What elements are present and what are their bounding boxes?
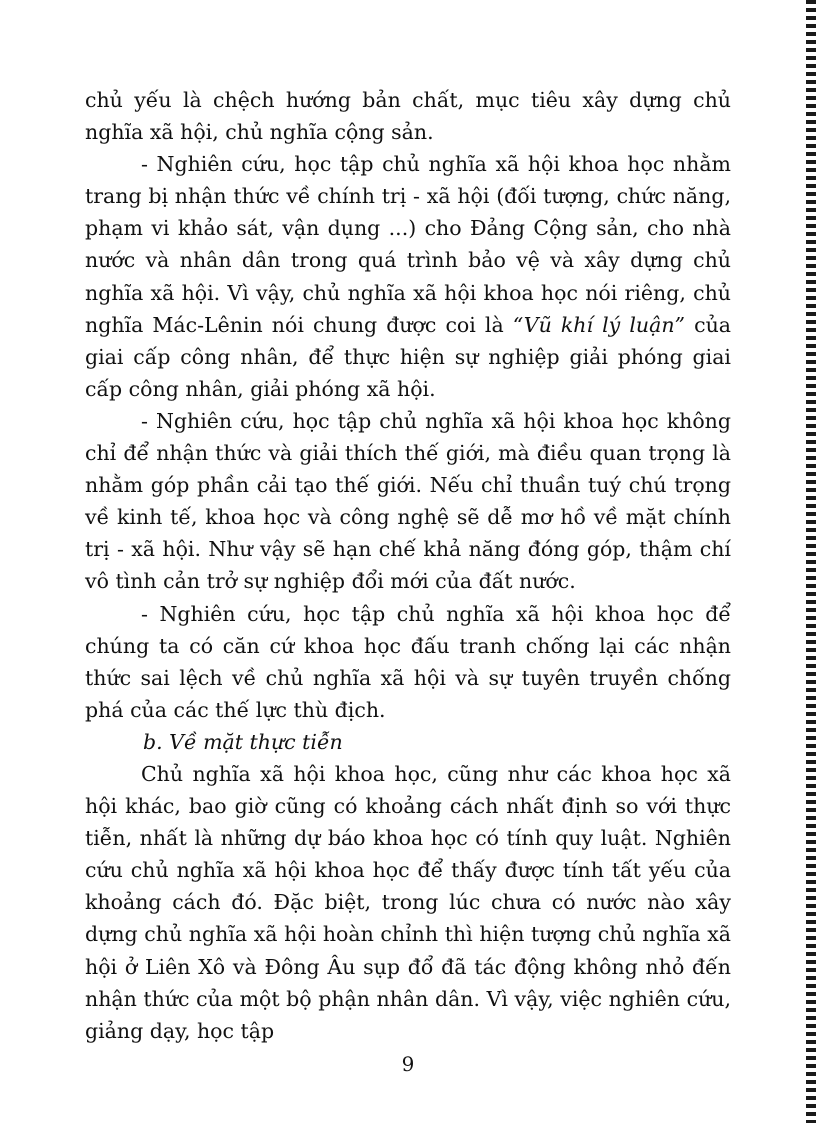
scan-edge-rule: [806, 0, 816, 1123]
document-body: [85, 84, 731, 1047]
emphasized-quote: “Vũ khí lý luận”: [512, 312, 686, 337]
paragraph-text-before: - Nghiên cứu, học tập chủ nghĩa xã hội khoa học nhằm trang bị nhận thức về chính trị - xã hội (đối tượng, chức năng, phạm vi khảo sát, vận dụng ...) cho Đảng Cộng sản, cho nhà nước và nhân dân trong quá trình bảo vệ và xây dựng chủ nghĩa xã hội. Vì vậy, chủ nghĩa xã hội khoa học nói riêng, chủ nghĩa Mác-Lênin nói chung được coi là: [85, 152, 731, 337]
paragraph-weapon-of-theory: [85, 148, 731, 405]
paragraph-continuation: chủ yếu là chệch hướng bản chất, mục tiêu xây dựng chủ nghĩa xã hội, chủ nghĩa cộng sản.: [85, 88, 731, 145]
paragraph-practice: Chủ nghĩa xã hội khoa học, cũng như các khoa học xã hội khác, bao giờ cũng có khoảng cách nhất định so với thực tiễn, nhất là những dự báo khoa học có tính quy luật. Nghiên cứu chủ nghĩa xã hội khoa học để thấy được tính tất yếu của khoảng cách đó. Đặc biệt, trong lúc chưa có nước nào xây dựng chủ nghĩa xã hội hoàn chỉnh thì hiện tượng chủ nghĩa xã hội ở Liên Xô và Đông Âu sụp đổ đã tác động không nhỏ đến nhận thức của một bộ phận nhân dân. Vì vậy, việc nghiên cứu, giảng dạy, học tập: [85, 761, 731, 1043]
paragraph-text-after: của giai cấp công nhân, để thực hiện sự nghiệp giải phóng giai cấp công nhân, giải phóng xã hội.: [85, 312, 731, 401]
paragraph-transform-world: - Nghiên cứu, học tập chủ nghĩa xã hội khoa học không chỉ để nhận thức và giải thích thế giới, mà điều quan trọng là nhằm góp phần cải tạo thế giới. Nếu chỉ thuần tuý chú trọng về kinh tế, khoa học và công nghệ sẽ dễ mơ hồ về mặt chính trị - xã hội. Như vậy sẽ hạn chế khả năng đóng góp, thậm chí vô tình cản trở sự nghiệp đổi mới của đất nước.: [85, 408, 731, 594]
page-number: 9: [401, 1052, 415, 1076]
paragraph-struggle: - Nghiên cứu, học tập chủ nghĩa xã hội khoa học để chúng ta có căn cứ khoa học đấu tranh chống lại các nhận thức sai lệch về chủ nghĩa xã hội và sự tuyên truyền chống phá của các thế lực thù địch.: [85, 601, 731, 722]
section-heading: b. Về mặt thực tiễn: [143, 729, 343, 754]
